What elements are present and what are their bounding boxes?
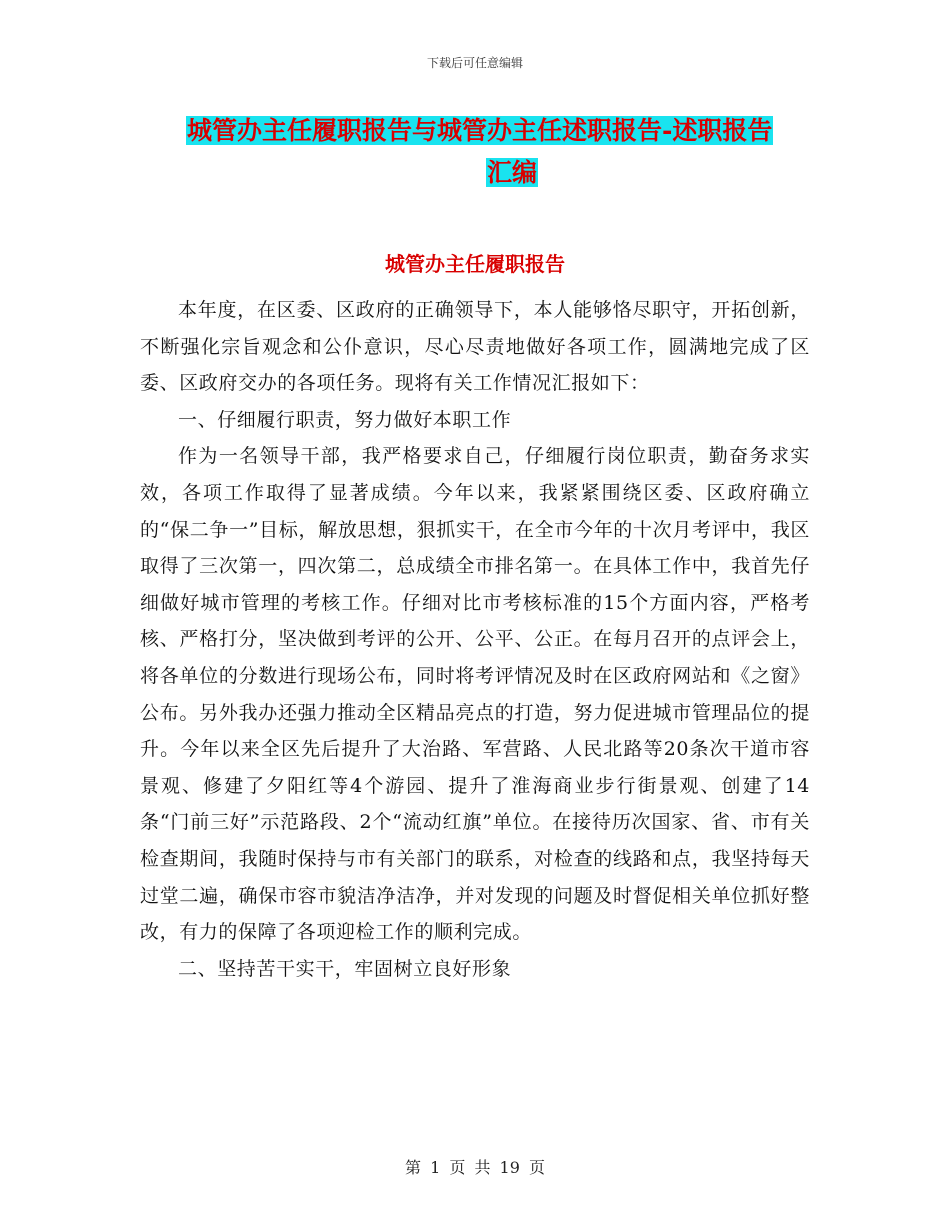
page-footer: 第 1 页 共 19 页 (405, 1158, 545, 1177)
section-title: 城管办主任履职报告 (385, 252, 565, 276)
heading-two: 二、坚持苦干实干，牢固树立良好形象 (178, 957, 512, 980)
body-text (140, 292, 810, 987)
heading-one: 一、仔细履行职责，努力做好本职工作 (178, 408, 512, 431)
document-title (186, 110, 826, 194)
document-title-line2: 汇编 (486, 158, 537, 187)
document-title-line1: 城管办主任履职报告与城管办主任述职报告-述职报告 (187, 116, 773, 145)
header-note: 下载后可任意编辑 (426, 56, 523, 70)
paragraph-intro: 本年度，在区委、区政府的正确领导下，本人能够恪尽职守，开拓创新，不断强化宗旨观念和公仆意识，尽心尽责地做好各项工作，圆满地完成了区委、区政府交办的各项任务。现将有关工作情况汇报如下： (140, 299, 810, 395)
paragraph-work: 作为一名领导干部，我严格要求自己，仔细履行岗位职责，勤奋务求实效，各项工作取得了显著成绩。今年以来，我紧紧围绕区委、区政府确立的“保二争一”目标，解放思想，狠抓实干，在全市今年的十次月考评中，我区取得了三次第一，四次第二，总成绩全市排名第一。在具体工作中，我首先仔细做好城市管理的考核工作。仔细对比市考核标准的15个方面内容，严格考核、严格打分，坚决做到考评的公开、公平、公正。在每月召开的点评会上，将各单位的分数进行现场公布，同时将考评情况及时在区政府网站和《之窗》公布。另外我办还强力推动全区精品亮点的打造，努力促进城市管理品位的提升。今年以来全区先后提升了大治路、军营路、人民北路等20条次干道市容景观、修建了夕阳红等4个游园、提升了淮海商业步行街景观、创建了14条“门前三好”示范路段、2个“流动红旗”单位。在接待历次国家、省、市有关检查期间，我随时保持与市有关部门的联系，对检查的线路和点，我坚持每天过堂二遍，确保市容市貌洁净洁净，并对发现的问题及时督促相关单位抓好整改，有力的保障了各项迎检工作的顺利完成。 (140, 445, 810, 944)
